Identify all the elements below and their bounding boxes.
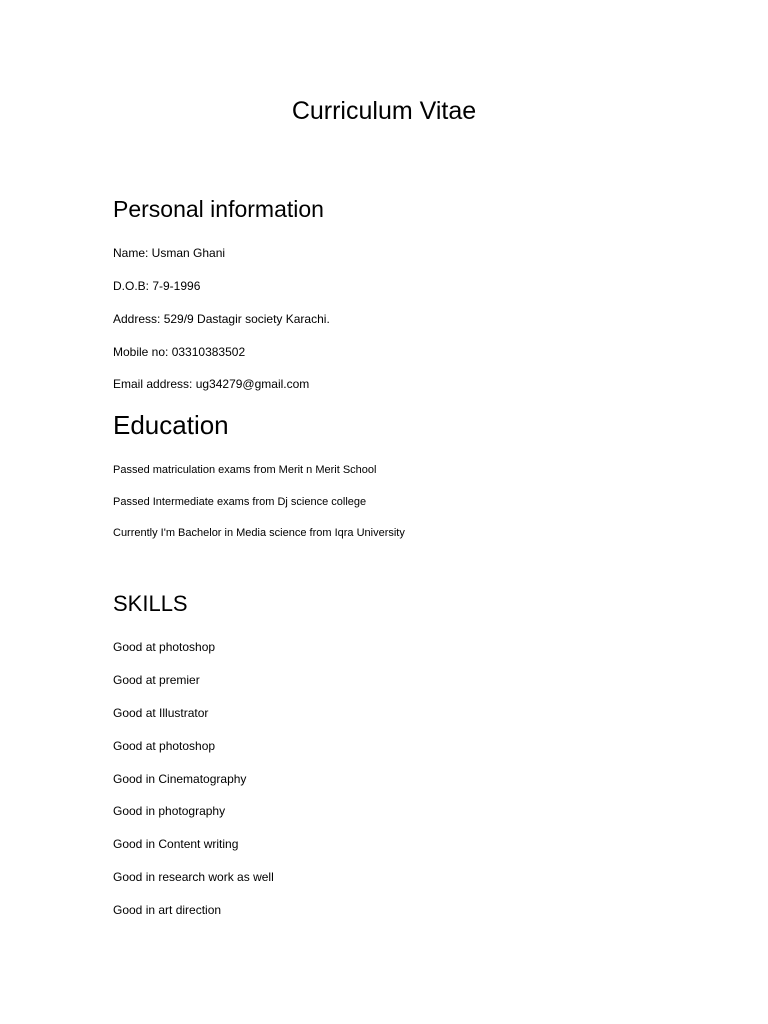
skills-item: Good in art direction [113,903,222,917]
skills-item: Good in photography [113,804,226,818]
skills-item: Good at premier [113,673,200,687]
personal-information-heading: Personal information [113,196,324,222]
skills-item: Good in Cinematography [113,772,247,786]
personal-mobile-line: Mobile no: 03310383502 [113,345,246,359]
education-line-bachelor: Currently I'm Bachelor in Media science from Iqra University [113,527,405,539]
document-title: Curriculum Vitae [291,97,477,125]
education-heading: Education [113,410,229,440]
education-line-intermediate: Passed Intermediate exams from Dj science college [113,496,367,508]
skills-item: Good at Illustrator [113,706,209,720]
skills-item: Good at photoshop [113,739,216,753]
personal-dob-line: D.O.B: 7-9-1996 [113,279,201,293]
personal-email-line: Email address: ug34279@gmail.com [113,377,310,391]
personal-address-line: Address: 529/9 Dastagir society Karachi. [113,312,330,326]
skills-item: Good in Content writing [113,837,239,851]
skills-item: Good in research work as well [113,870,274,884]
education-line-matriculation: Passed matriculation exams from Merit n Merit School [113,464,377,476]
skills-item: Good at photoshop [113,640,216,654]
skills-heading: SKILLS [113,591,188,616]
personal-name-line: Name: Usman Ghani [113,246,226,260]
